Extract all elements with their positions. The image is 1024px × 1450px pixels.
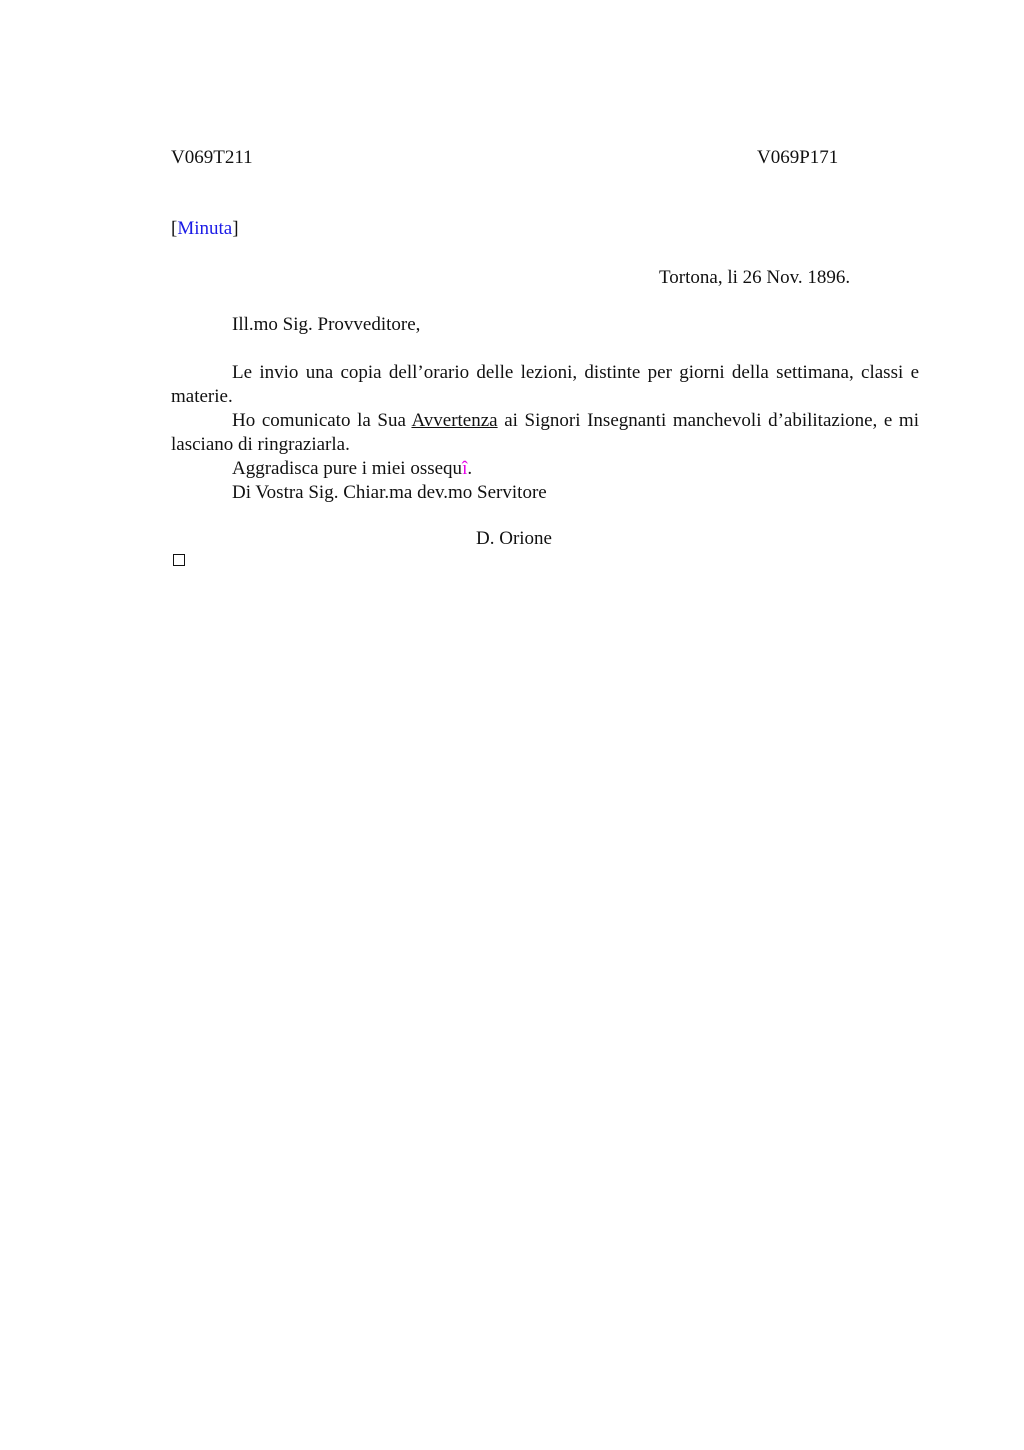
avvertenza-underlined: Avvertenza [411, 410, 498, 431]
paragraph-avvertenza-end: ai Signori Insegnanti manchevoli d’abilitazione, e mi lasciano di ringraziarla. [171, 410, 919, 455]
minuta-close-bracket: ] [232, 218, 239, 239]
archive-code-left: V069T211 [171, 147, 253, 168]
archive-code-right: V069P171 [757, 147, 839, 168]
minuta-open-bracket: [ [171, 218, 178, 239]
paragraph-ossequi-end: . [467, 458, 473, 479]
letter-body [171, 361, 919, 505]
minuta-label [171, 217, 239, 241]
paragraph-avvertenza-start: Ho comunicato la Sua [232, 410, 412, 431]
paragraph-orario: Le invio una copia dell’orario delle lezioni, distinte per giorni della settimana, classi e materie. [171, 362, 919, 407]
ossequi-accent-letter: î [462, 458, 468, 479]
date-line: Tortona, li 26 Nov. 1896. [659, 267, 851, 288]
square-marker-icon [173, 554, 185, 566]
paragraph-avvertenza [171, 409, 919, 457]
paragraph-closing: Di Vostra Sig. Chiar.ma dev.mo Servitore [232, 482, 547, 503]
signature: D. Orione [476, 528, 552, 549]
salutation: Ill.mo Sig. Provveditore, [232, 314, 421, 335]
paragraph-ossequi [171, 457, 919, 481]
paragraph-ossequi-start: Aggradisca pure i miei ossequ [232, 458, 463, 479]
minuta-word: Minuta [177, 218, 233, 239]
